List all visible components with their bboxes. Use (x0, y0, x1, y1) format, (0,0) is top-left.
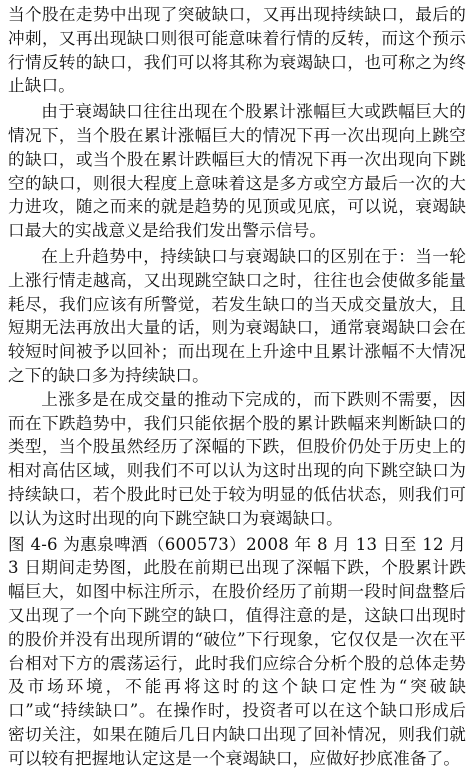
paragraph-5: 图 4-6 为惠泉啤酒（600573）2008 年 8 月 13 日至 12 月 3 日期间走势图，此股在前期已出现了深幅下跌，个股累计跌幅巨大，如图中标注所示，在股价经历了前期一段时间盘整后又出现了一个向下跳空的缺口，值得注意的是，这缺口出现时的股价并没有出现所谓的“破位”下行现象，它仅仅是一次在平台相对下方的震荡运行，此时我们应综合分析个股的总体走势及市场环境，不能再将这时的这个缺口定性为“突破缺口”或“持续缺口”。在操作时，投资者可以在这个缺口形成后密切关注，如果在随后几日内缺口出现了回补情况，则我们就可以较有把握地认定这是一个衰竭缺口，应做好抄底准备了。 (8, 534, 466, 768)
paragraph-3: 在上升趋势中，持续缺口与衰竭缺口的区别在于：当一轮上涨行情走越高，又出现跳空缺口之时，往往也会使做多能量耗尽，我们应该有所警觉，若发生缺口的当天成交量放大，且短期无法再放出大量的话，则为衰竭缺口，通常衰竭缺口会在较短时间被予以回补；而出现在上升途中且累计涨幅不大情况之下的缺口多为持续缺口。 (8, 246, 466, 385)
paragraph-2: 由于衰竭缺口往往出现在个股累计涨幅巨大或跌幅巨大的情况下，当个股在累计涨幅巨大的情况下再一次出现向上跳空的缺口，或当个股在累计跌幅巨大的情况下再一次出现向下跳空的缺口，则很大程度上意味着这是多方或空方最后一次的大力进攻，随之而来的就是趋势的见顶或见底，可以说，衰竭缺口最大的实战意义是给我们发出警示信号。 (8, 102, 466, 241)
paragraph-1: 当个股在走势中出现了突破缺口，又再出现持续缺口，最后的冲刺，又再出现缺口则很可能意味着行情的反转，而这个预示行情反转的缺口，我们可以将其称为衰竭缺口，也可称之为终止缺口。 (8, 5, 466, 96)
paragraph-4: 上涨多是在成交量的推动下完成的，而下跌则不需要，因而在下跌趋势中，我们只能依据个股的累计跌幅来判断缺口的类型，当个股虽然经历了深幅的下跌，但股价仍处于历史上的相对高估区域，则我们不可以认为这时出现的向下跳空缺口为持续缺口，若个股此时已处于较为明显的低估状态，则我们可以认为这时出现的向下跳空缺口为衰竭缺口。 (8, 389, 466, 528)
